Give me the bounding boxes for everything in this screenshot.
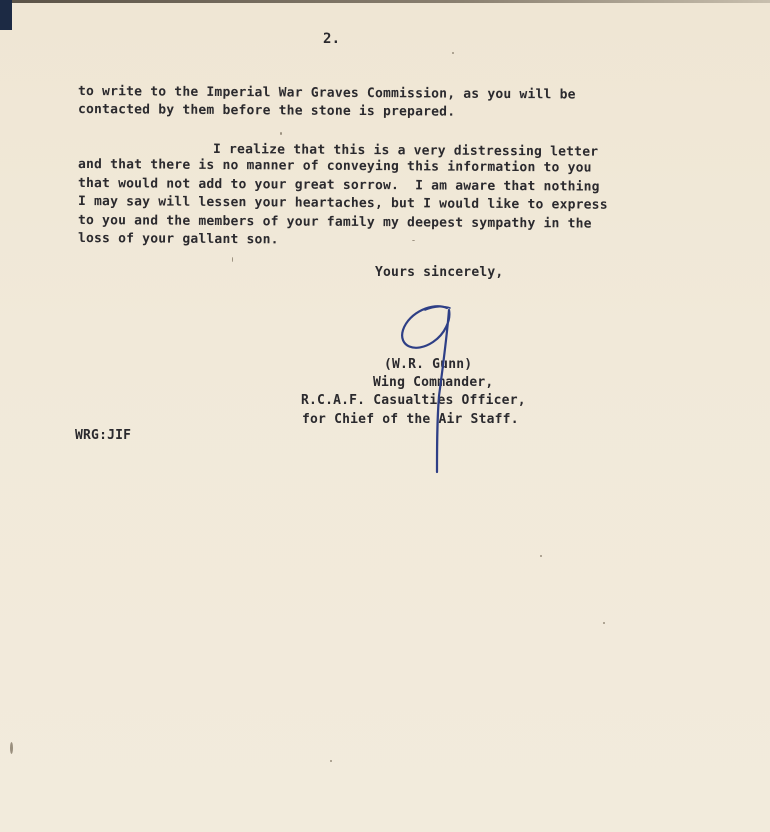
paragraph2-line-1: I realize that this is a very distressing letter	[212, 142, 599, 160]
signer-department: for Chief of the Air Staff.	[302, 412, 519, 427]
paragraph1-line-1: to write to the Imperial War Graves Commission, as you will be	[77, 84, 576, 103]
paper-speck	[330, 760, 332, 762]
handwritten-signature	[395, 296, 475, 476]
closing: Yours sincerely,	[375, 265, 504, 280]
paper-speck	[232, 257, 233, 262]
paper-speck	[603, 622, 605, 624]
signer-rank: Wing Commander,	[373, 375, 494, 390]
paper-speck	[280, 132, 282, 135]
page-number: 2.	[323, 31, 341, 47]
paper-speck	[10, 742, 13, 754]
reference-initials: WRG:JIF	[75, 428, 132, 443]
paragraph2-line-6: loss of your gallant son.	[77, 231, 279, 248]
paragraph2-line-3: that would not add to your great sorrow. I am aware that nothing	[77, 176, 600, 195]
scan-corner-mark	[0, 0, 12, 30]
signer-name: (W.R. Gunn)	[384, 357, 473, 372]
paper-speck	[412, 240, 415, 241]
paper-speck	[452, 52, 454, 54]
signer-title: R.C.A.F. Casualties Officer,	[301, 393, 526, 408]
paper-speck	[540, 555, 542, 557]
paragraph1-line-2: contacted by them before the stone is prepared.	[77, 102, 456, 120]
scan-top-edge	[0, 0, 770, 3]
paragraph2-line-2: and that there is no manner of conveying this information to you	[77, 157, 592, 176]
paragraph2-line-4: I may say will lessen your heartaches, but I would like to express	[77, 194, 608, 213]
paragraph2-line-5: to you and the members of your family my deepest sympathy in the	[77, 213, 592, 232]
